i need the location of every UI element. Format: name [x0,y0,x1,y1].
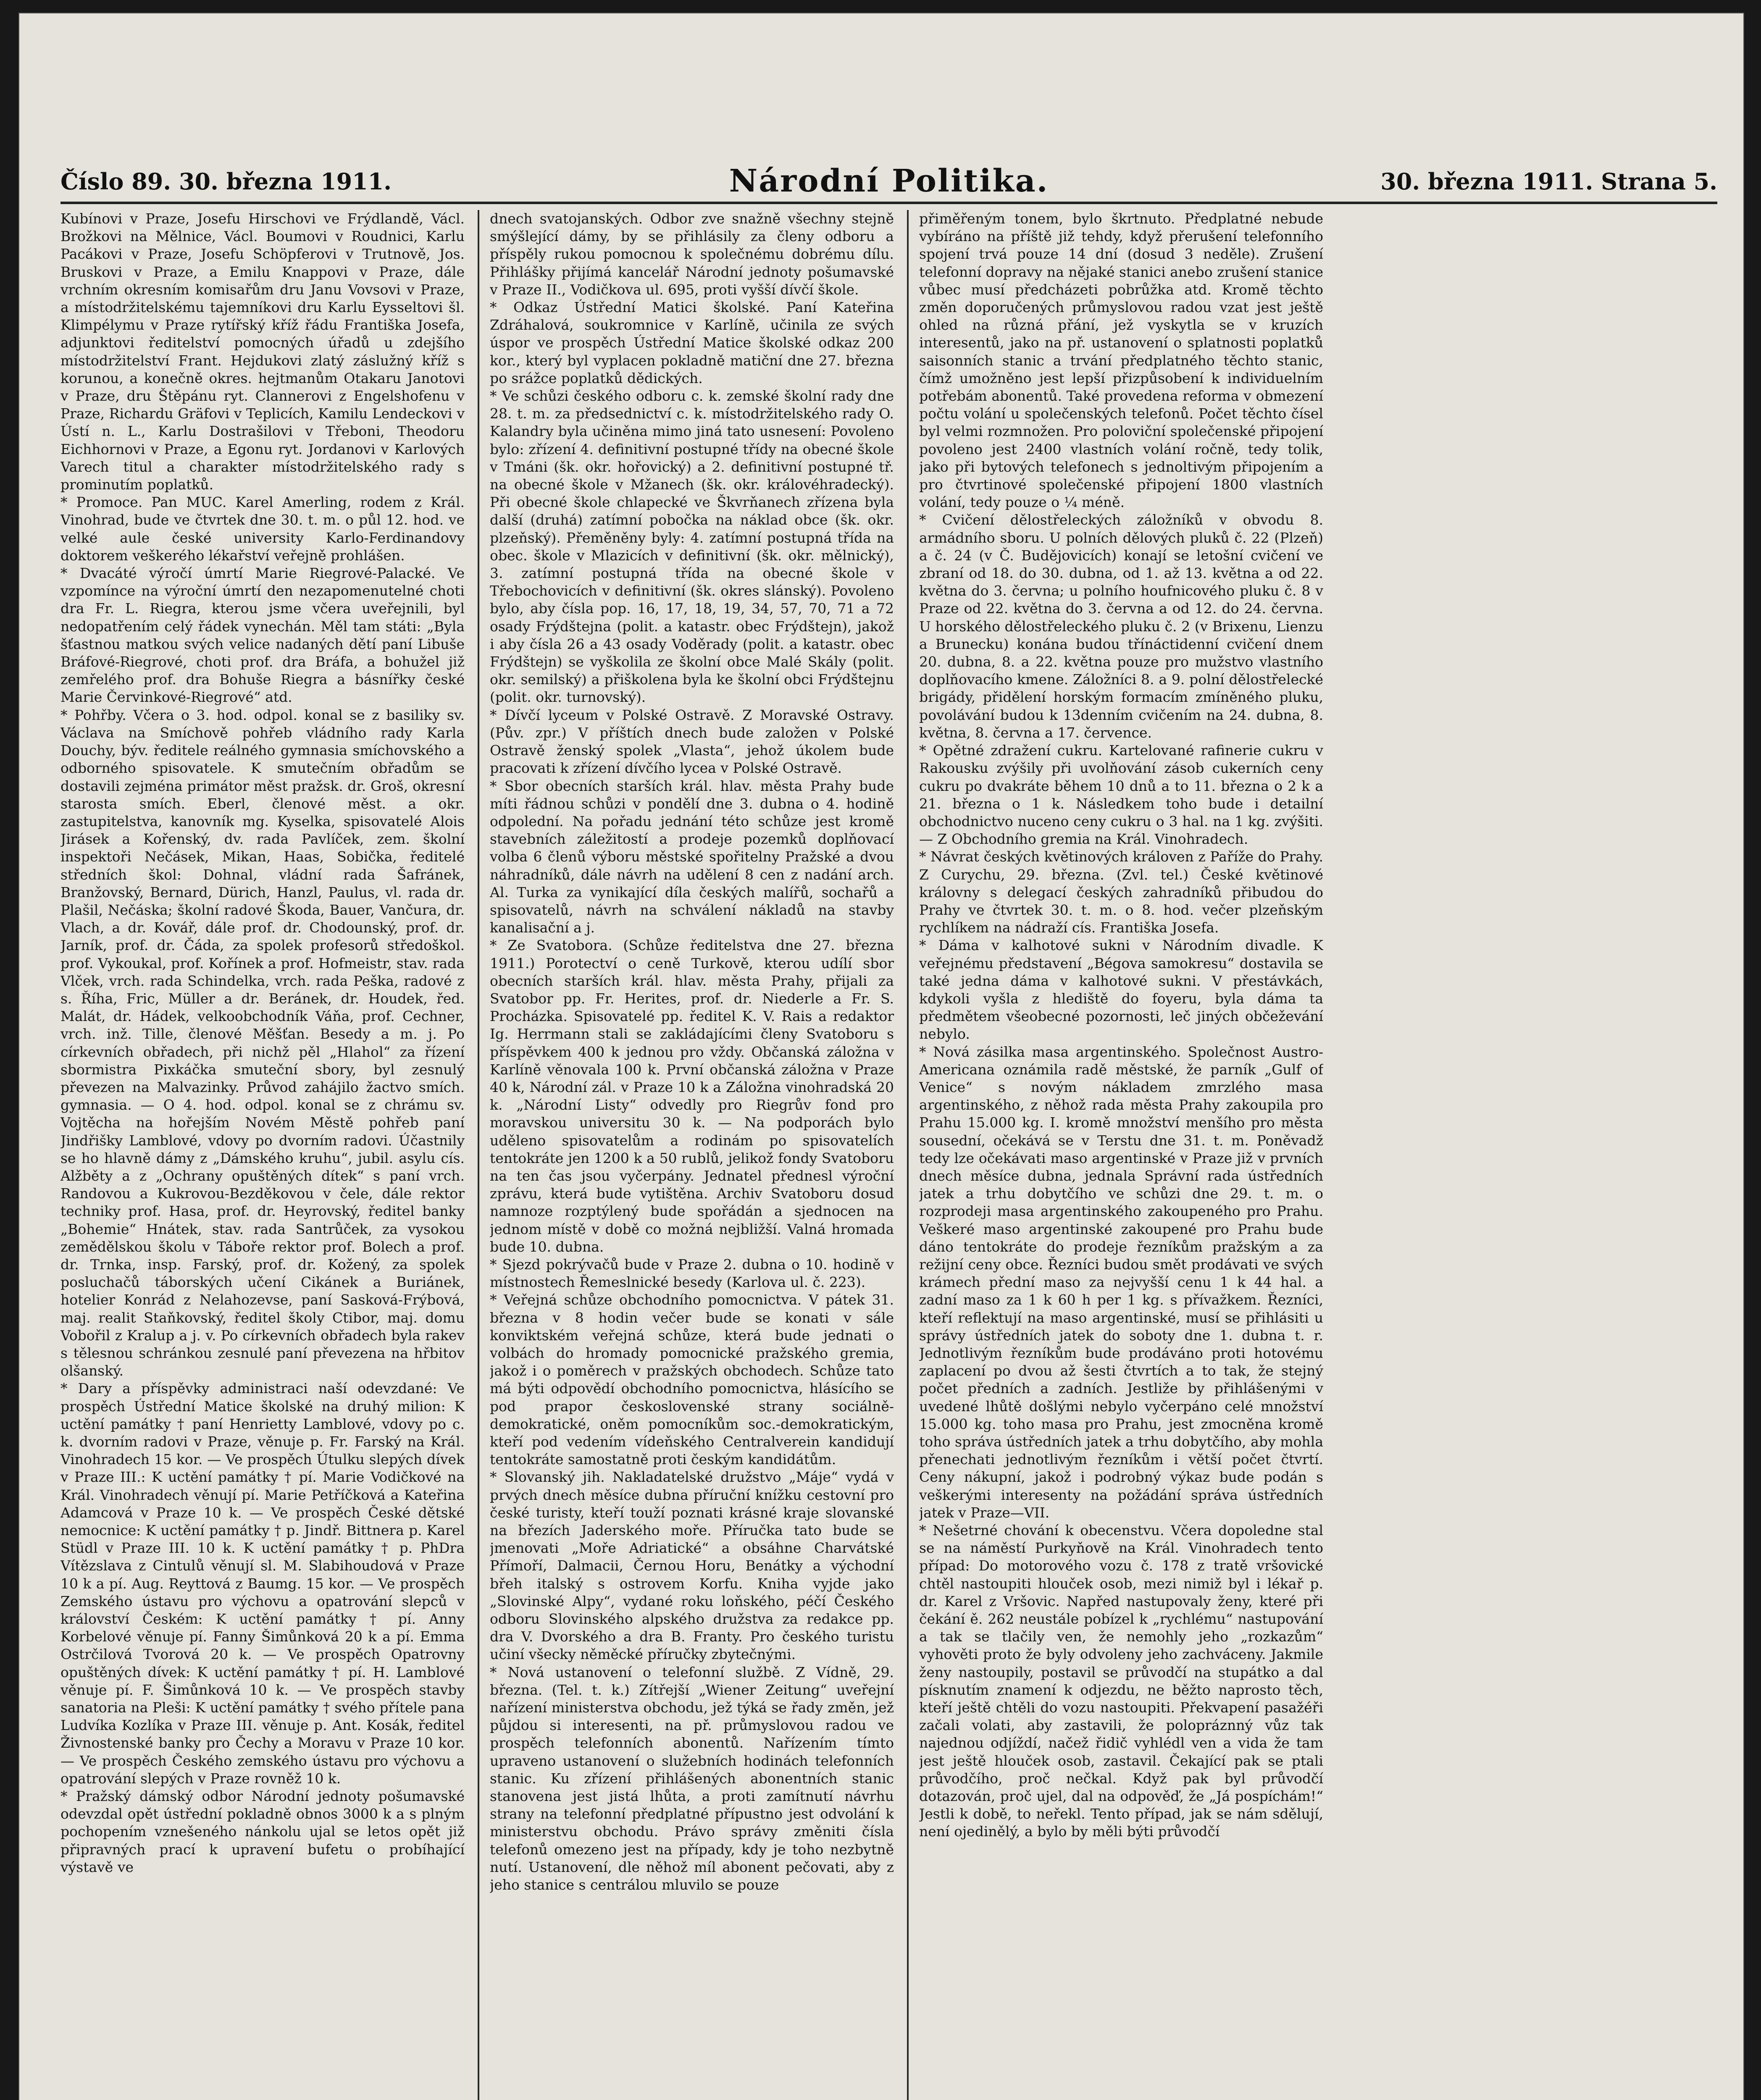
article-paragraph: * Sjezd pokrývačů bude v Praze 2. dubna o 10. hodině v místnostech Řemeslnické besedy (Karlova ul. č. 223). [490,1256,894,1291]
article-paragraph: Kubínovi v Praze, Josefu Hirschovi ve Frýdlandě, Václ. Brožkovi na Mělnice, Václ. Boumovi v Roudnici, Karlu Pacákovi v Praze, Josefu Schöpferovi v Trutnově, Jos. Bruskovi v Praze, a Emilu Knappovi v Praze, dále vrchním okresním komisařům dru Janu Vovsovi v Praze, a místodržitelskému tajemníkovi dru Karlu Eysseltovi šl. Klimpélymu v Praze rytířský kříž řádu Františka Josefa, adjunktovi ředitelství pomocných úřadů u zdejšího místodržitelství Frant. Hejdukovi zlatý záslužný kříž s korunou, a konečně okres. hejtmanům Otakaru Janotovi v Praze, dru Štěpánu ryt. Clannerovi z Engelshofenu v Praze, Richardu Gräfovi v Teplicích, Kamilu Lendeckovi v Ústí n. L., Karlu Dostrašilovi v Třeboni, Theodoru Eichhornovi v Praze, a Egonu ryt. Jordanovi v Karlových Varech titul a charakter místodržitelského rady s prominutím poplatků. [60,210,465,493]
article-paragraph: * Dívčí lyceum v Polské Ostravě. Z Moravské Ostravy. (Pův. zpr.) V příštích dnech bude založen v Polské Ostravě ženský spolek „Vlasta“, jehož úkolem bude pracovati k zřízení dívčího lycea v Polské Ostravě. [490,706,894,777]
date-and-page: 30. března 1911. Strana 5. [1380,168,1717,195]
newspaper-page [18,13,1744,2100]
article-paragraph: dnech svatojanských. Odbor zve snažně všechny stejně smýšlející dámy, by se přihlásily za členy odboru a příspěly rukou pomocnou k společnému dobrému dílu. Přihlášky přijímá kancelář Národní jednoty pošumavské v Praze II., Vodičkova ul. 695, proti vyšší dívčí škole. [490,210,894,298]
article-paragraph: * Sbor obecních starších král. hlav. města Prahy bude míti řádnou schůzi v pondělí dne 3. dubna o 4. hodině odpolední. Na pořadu jednání této schůze jest kromě stavebních záležitostí a prodeje pozemků doplňovací volba 6 členů výboru městské spořitelny Pražské a dvou náhradníků, dále návrh na udělení 8 cen z nadání arch. Al. Turka za vynikající díla českých malířů, sochařů a spisovatelů, návrh na schválení nákladů na stavby kanalisační a j. [490,777,894,936]
article-paragraph: * Ze Svatobora. (Schůze ředitelstva dne 27. března 1911.) Porotectví o ceně Turkově, kterou udílí sbor obecních starších král. hlav. města Prahy, přijali za Svatobor pp. Fr. Herites, prof. dr. Niederle a Fr. S. Procházka. Spisovatelé pp. ředitel K. V. Rais a redaktor Ig. Herrmann stali se zakládajícími členy Svatoboru s příspěvkem 400 k jednou pro vždy. Občanská záložna v Karlíně věnovala 100 k. První občanská záložna v Praze 40 k, Národní zál. v Praze 10 k a Záložna vinohradská 20 k. „Národní Listy“ odvedly pro Riegrův fond pro moravskou universitu 30 k. — Na podporách bylo uděleno spisovatelům a rodinám po spisovatelích tentokráte jen 1200 k a 50 rublů, jelikož fondy Svatoboru na ten čas jsou vyčerpány. Jednatel přednesl výroční zprávu, která bude vytištěna. Archiv Svatoboru dosud namnoze rozptýlený bude spořádán a sjednocen na jednom místě v době co možná nejbližší. Valná hromada bude 10. dubna. [490,937,894,1255]
article-paragraph: * Promoce. Pan MUC. Karel Amerling, rodem z Král. Vinohrad, bude ve čtvrtek dne 30. t. m. o půl 12. hod. ve velké aule české university Karlo-Ferdinandovy doktorem veškerého lékařství veřejně prohlášen. [60,494,465,564]
article-paragraph: * Nová ustanovení o telefonní službě. Z Vídně, 29. března. (Tel. t. k.) Zítřejší „Wiener Zeitung“ uveřejní nařízení ministerstva obchodu, jež týká se řady změn, jež půjdou si interesenti, na př. průmyslovou radou ve prospěch telefonních abonentů. Nařízením tímto upraveno ustanovení o služebních hodinách telefonních stanic. Ku zřízení přihlášených abonentních stanic stanovena jest jistá lhůta, a proti zamítnutí návrhu strany na telefonní předplatné přípustno jest odvolání k ministerstvu obchodu. Právo správy změniti čísla telefonů omezeno jest na případy, kdy je toho nezbytně nutí. Ustanovení, dle něhož míl abonent pečovati, aby z jeho stanice s centrálou mluvilo se pouze [490,1664,894,1893]
article-paragraph: * Odkaz Ústřední Matici školské. Paní Kateřina Zdráhalová, soukromnice v Karlíně, učinila ze svých úspor ve prospěch Ústřední Matice školské odkaz 200 kor., který byl vyplacen pokladně matiční dne 27. března po srážce poplatků dědických. [490,299,894,386]
column-1 [60,210,465,2100]
article-paragraph: * Nešetrné chování k obecenstvu. Včera dopoledne stal se na náměstí Purkyňově na Král. Vinohradech tento případ: Do motorového vozu č. 178 z tratě vršovické chtěl nastoupiti hlouček osob, mezi nimiž byl i lékař p. dr. Karel z Vršovic. Napřed nastupovaly ženy, které při čekání ě. 262 neustále pobízel k „rychlému“ nastupování a tak se tlačily ven, že nemohly jeho „rozkazům“ vyhověti proto že byly odvoleny jeho zachváceny. Jakmile ženy nastoupily, postavil se průvodčí na stupátko a dal písknutím znamení k odjezdu, ne běžto naprosto těch, kteří ještě chtěli do vozu nastoupiti. Překvapení pasažéři začali volati, aby zastavili, že polopráznný vůz tak najednou odjíždí, načež řidič vyhlédl ven a vida že tam jest ještě hlouček osob, zastavil. Čekající pak se ptali průvodčího, proč nečkal. Když pak byl průvodčí dotazován, proč ujel, dal na odpověď, že „Já pospíchám!“ Jestli k době, to neřekl. Tento případ, jak se nám sdělují, není ojedinělý, a bylo by měli býti průvodčí [919,1522,1323,1840]
article-paragraph: * Opětné zdražení cukru. Kartelované rafinerie cukru v Rakousku zvýšily při uvolňování zásob cukerních ceny cukru po dvakráte během 10 dnů a to 11. března o 2 k a 21. března o 1 k. Následkem toho bude i detailní obchodnictvo nuceno ceny cukru o 3 hal. na 1 kg. zvýšiti. — Z Obchodního gremia na Král. Vinohradech. [919,742,1323,848]
article-paragraph: * Nová zásilka masa argentinského. Společnost Austro-Americana oznámila radě městské, že parník „Gulf of Venice“ s novým nákladem zmrzlého masa argentinského, z něhož rada města Prahy zakoupila pro Prahu 15.000 kg. I. kromě množství menšího pro města sousední, očekává se v Terstu dne 31. t. m. Poněvadž tedy lze očekávati maso argentinské v Praze již v prvních dnech měsíce dubna, jednala Správní rada ústředních jatek a trhu dobytčího ve schůzi dne 29. t. m. o rozprodeji masa argentinského zakoupeného pro Prahu. Veškeré maso argentinské zakoupené pro Prahu bude dáno tentokráte do prodeje řezníkům pražským a za režijní ceny obce. Řezníci budou smět prodávati ve svých krámech přední maso za nejvyšší cenu 1 k 44 hal. a zadní maso za 1 k 60 h per 1 kg. s přívažkem. Řezníci, kteří reflektují na maso argentinské, musí se přihlásiti u správy ústředních jatek do soboty dne 1. dubna t. r. Jednotlivým řezníkům bude prodáváno proti hotovému zaplacení po dvou až šesti čtvrtích a to tak, že stejný počet předních a zadních. Jestliže by přihlášenými v uvedené lhůtě došlými nebylo vyčerpáno celé množství 15.000 kg. toho masa pro Prahu, jest zmocněna kromě toho správa ústředních jatek a trhu dobytčího, aby mohla přenechati jednotlivým řezníkům i větší počet čtvrtí. Ceny nákupní, jakož i podrobný výkaz bude podán s veškerými interesenty na požádání správa ústředních jatek v Praze—VII. [919,1043,1323,1521]
article-paragraph: * Cvičení dělostřeleckých záložníků v obvodu 8. armádního sboru. U polních dělových pluků č. 22 (Plzeň) a č. 24 (v Č. Budějovicích) konají se letošní cvičení ve zbraní od 18. do 30. dubna, od 1. až 13. května a od 22. května do 3. června; u polního houfnicového pluku č. 8 v Praze od 22. května do 3. června a od 12. do 24. června. U horského dělostřeleckého pluku č. 2 (v Brixenu, Lienzu a Brunecku) konána budou třínáctidenní cvičení dnem 20. dubna, 8. a 22. května pouze pro mužstvo vlastního doplňovacího kmene. Záložníci 8. a 9. polní dělostřelecké brigády, přidělení horským formacím zmíněného pluku, povolávání budou k 13denním cvičením na 24. dubna, 8. května, 8. června a 17. července. [919,512,1323,741]
article-paragraph: přiměřeným tonem, bylo škrtnuto. Předplatné nebude vybíráno na příště již tehdy, když přerušení telefonního spojení trvá pouze 14 dní (dosud 3 neděle). Zrušení telefonní dopravy na nějaké stanici anebo zrušení stanice vůbec musí předcházeti pobrůžka atd. Kromě těchto změn doporučených průmyslovou radou vzat jest ještě ohled na různá přání, jež vyskytla se v kruzích interesentů, jako na př. ustanovení o splatnosti poplatků saisonních stanic a trvání předplatného těchto stanic, čímž umožněno jest lepší přizpůsobení k individuelním potřebám abonentů. Také provedena reforma v obmezení počtu volání u společenských telefonů. Počet těchto čísel byl velmi rozmnožen. Pro poloviční společenské připojení povoleno jest 2400 vlastních volání ročně, tedy tolik, jako při bytových telefonech s jednoltivým připojením a pro čtvrtinové společenské připojení 1800 vlastních volání, tedy pouze o ¼ méně. [919,210,1323,511]
column-2 [490,210,894,2100]
article-paragraph: * Veřejná schůze obchodního pomocnictva. V pátek 31. března v 8 hodin večer bude se konati v sále konviktském veřejná schůze, která bude jednati o volbách do hromady pomocnické pražského gremia, jakož i o poměrech v pražských obchodech. Schůze tato má býti odpovědí obchodního pomocnictva, hlásícího se pod prapor československé strany sociálně-demokratické, oněm pomocníkům soc.-demokratickým, kteří pod vedením vídeňského Centralverein kandidují tentokráte samostatně proti českým kandidátům. [490,1292,894,1468]
article-paragraph: * Dary a příspěvky administraci naší odevzdané: Ve prospěch Ústřední Matice školské na druhý milion: K uctění památky † paní Henrietty Lamblové, vdovy po c. k. dvorním radovi v Praze, věnuje p. Fr. Farský na Král. Vinohradech 15 kor. — Ve prospěch Útulku slepých dívek v Praze III.: K uctění památky † pí. Marie Vodičkové na Král. Vinohradech věnují pí. Marie Petříčková a Kateřina Adamcová v Praze 10 k. — Ve prospěch České dětské nemocnice: K uctění památky † p. Jindř. Bittnera p. Karel Stüdl v Praze III. 10 k. K uctění památky † p. PhDra Vítězslava z Cintulů věnují sl. M. Slabihoudová v Praze 10 k a pí. Aug. Reyttová z Baumg. 15 kor. — Ve prospěch Zemského ústavu pro výchovu a opatrování slepců v království Českém: K uctění památky † pí. Anny Korbelové věnuje pí. Fanny Šimůnková 20 k a pí. Emma Ostrčilová Tvorová 20 k. — Ve prospěch Opatrovny opuštěných dívek: K uctění památky † pí. H. Lamblové věnuje pí. F. Šimůnková 10 k. — Ve prospěch stavby sanatoria na Pleši: K uctění památky † svého přítele pana Ludvíka Kozlíka v Praze III. věnuje p. Ant. Kosák, ředitel Živnostenské banky pro Čechy a Moravu v Praze 10 kor. — Ve prospěch Českého zemského ústavu pro výchovu a opatrování slepých v Praze rovněž 10 k. [60,1380,465,1787]
issue-number: Číslo 89. 30. března 1911. [60,168,392,195]
column-divider [478,210,479,2100]
article-paragraph: * Slovanský jih. Nakladatelské družstvo „Máje“ vydá v prvých dnech měsíce dubna příruční knížku cestovní pro české turisty, kteří touží poznati krásné kraje slovanské na březích Jaderského moře. Příručka tato bude se jmenovati „Moře Adriatické“ a obsáhne Charvátské Přímoří, Dalmacii, Černou Horu, Benátky a východní břeh italský s ostrovem Korfu. Kniha vyjde jako „Slovinské Alpy“, vydané roku loňského, péčí Českého odboru Slovinského alpského družstva za redakce pp. dra V. Dvorského a dra B. Franty. Pro českého turistu učiní všecky něměcké příručky zbytečnými. [490,1469,894,1663]
article-paragraph: * Dáma v kalhotové sukni v Národním divadle. K veřejnému představení „Bégova samokresu“ dostavila se také jedna dáma v kalhotové sukni. V přestávkách, kdykoli vyšla z hlediště do foyeru, byla dáma ta předmětem všeobecné pozornosti, leč jiných občeževání nebylo. [919,937,1323,1042]
page-header [60,155,1717,204]
article-paragraph: * Pražský dámský odbor Národní jednoty pošumavské odevzdal opět ústřední pokladně obnos 3000 k a s plným pochopením vznešeného nánkolu ujal se letos opět již připravných prací k upravení bufetu o probíhající výstavě ve [60,1788,465,1875]
article-paragraph: * Návrat českých květinových královen z Paříže do Prahy. Z Curychu, 29. března. (Zvl. tel.) České květinové královny s delegací českých zahradníků přibudou do Prahy ve čtvrtek 30. t. m. o 8. hod. večer plzeňským rychlíkem na nádraží cís. Františka Josefa. [919,848,1323,936]
newspaper-title: Národní Politika. [729,163,1049,199]
column-3 [919,210,1323,2100]
article-paragraph: * Ve schůzi českého odboru c. k. zemské školní rady dne 28. t. m. za předsednictví c. k. místodržitelského rady O. Kalandry byla učiněna mimo jiná tato usnesení: Povoleno bylo: zřízení 4. definitivní postupné třídy na obecné škole v Tmáni (šk. okr. hořovický) a 2. definitivní postupné tř. na obecné škole v Mžanech (šk. okr. královéhradecký). Při obecné škole chlapecké ve Škvrňanech zřízena byla další (druhá) zatímní pobočka na náklad obce (šk. okr. plzeňský). Přeměněny byly: 4. zatímní postupná třída na obec. škole v Mlazicích v definitivní (šk. okr. mělnický), 3. zatímní postupná třída na obecné škole v Třebochovicích v definitivní (šk. okres slánský). Povoleno bylo, aby čísla pop. 16, 17, 18, 19, 34, 57, 70, 71 a 72 osady Frýdštejna (polit. a katastr. obec Frýdštejn), jakož i aby čísla 26 a 43 osady Voděrady (polit. a katastr. obec Frýdštejn) se vyškolila ze školní obce Malé Skály (polit. okr. semilský) a přiškolena byla ke školní obci Frýdštejnu (polit. okr. turnovský). [490,388,894,706]
article-paragraph: * Dvacáté výročí úmrtí Marie Riegrové-Palacké. Ve vzpomínce na výroční úmrtí den nezapomenutelné choti dra Fr. L. Riegra, kterou jsme včera uveřejnili, byl nedopatřením celý řádek vynechán. Měl tam státi: „Byla šťastnou matkou svých velice nadaných dětí paní Libuše Bráfové-Riegrové, choti prof. dra Bráfa, a bohužel již zemřelého prof. dra Bohuše Riegra a básnířky české Marie Červinkové-Riegrové“ atd. [60,565,465,706]
column-divider [907,210,909,2100]
article-paragraph: * Pohřby. Včera o 3. hod. odpol. konal se z basiliky sv. Václava na Smíchově pohřeb vládního rady Karla Douchy, býv. ředitele reálného gymnasia smíchovského a odborného spisovatele. K smutečním obřadům se dostavili zejména primátor měst pražsk. dr. Groš, okresní starosta smích. Eberl, členové měst. a okr. zastupitelstva, kanovník mg. Kyselka, spisovatelé Alois Jirásek a Kořenský, dv. rada Pavlíček, zem. školní inspektoři Nečásek, Mikan, Haas, Sobička, ředitelé středních škol: Dohnal, vládní rada Šafránek, Branžovský, Bernard, Dürich, Hanzl, Paulus, vl. rada dr. Plašil, Nečáska; školní radové Škoda, Bauer, Vančura, dr. Vlach, a dr. Kovář, dále prof. dr. Chodounský, prof. dr. Jarník, prof. dr. Čáda, za spolek profesorů středoškol. prof. Vykoukal, prof. Kořínek a prof. Hofmeistr, stav. rada Vlček, vrch. rada Schindelka, vrch. rada Peška, radové z s. Říha, Fric, Müller a dr. Beránek, dr. Houdek, řed. Malát, dr. Hádek, velkoobchodník Váňa, prof. Cechner, vrch. inž. Tille, členové Měšťan. Besedy a m. j. Po církevních obřadech, při nichž pěl „Hlahol“ za řízení sbormistra Pixkáčka smuteční sbory, byl zesnulý převezen na Malvazinky. Průvod zahájilo žactvo smích. gymnasia. — O 4. hod. odpol. konal se z chrámu sv. Vojtěcha na hořejším Novém Městě pohřeb paní Jindřišky Lamblové, vdovy po dvorním radovi. Účastnily se ho hlavně dámy z „Dámského kruhu“, jubil. asylu cís. Alžběty a z „Ochrany opuštěných dítek“ s paní vrch. Randovou a Kukrovou-Bezděkovou v čele, dále rektor techniky prof. Hasa, prof. dr. Heyrovský, ředitel banky „Bohemie“ Hnátek, stav. rada Santrůček, za vysokou zemědělskou školu v Táboře rektor prof. Bolech a prof. dr. Trnka, insp. Farský, prof. dr. Kožený, za spolek posluchačů táborských učení Cikánek a Buriánek, hotelier Konrád z Nelahozevse, paní Sasková-Frýbová, maj. realit Staňkovský, ředitel školy Ctibor, maj. domu Vobořil z Kralup a j. v. Po církevních obřadech byla rakev s tělesnou schránkou zesnulé paní převezena na hřbitov olšanský. [60,706,465,1379]
